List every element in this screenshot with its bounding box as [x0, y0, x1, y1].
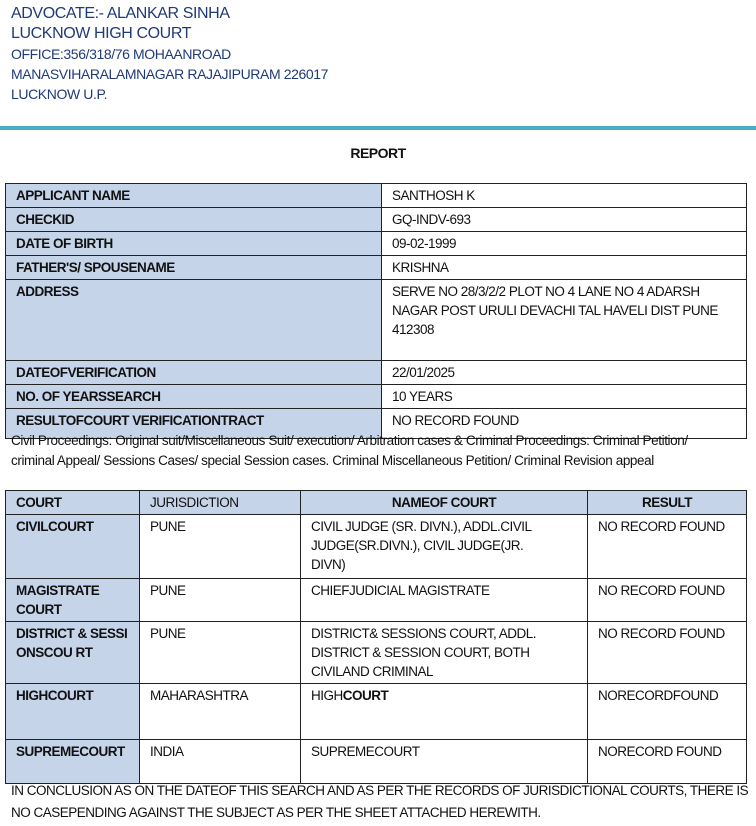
court: HIGHCOURT	[6, 684, 140, 740]
table-row	[6, 256, 747, 280]
court-name: LUCKNOW HIGH COURT	[11, 25, 192, 42]
jurisdiction: PUNE	[140, 515, 301, 579]
label: DATEOFVERIFICATION	[6, 361, 382, 385]
result: NO RECORD FOUND	[588, 515, 747, 579]
advocate-letterhead	[11, 4, 328, 104]
office-locality: MANASVIHARALAMNAGAR RAJAJIPURAM 226017	[11, 66, 329, 82]
applicant-details-table	[5, 183, 747, 439]
header-divider	[0, 126, 756, 130]
table-row	[6, 232, 747, 256]
court: MAGISTRATE COURT	[6, 579, 140, 622]
court-results-table	[5, 490, 747, 784]
value: 09-02-1999	[382, 232, 747, 256]
table-row	[6, 622, 747, 684]
result: NO RECORD FOUND	[588, 579, 747, 622]
office-city: LUCKNOW U.P.	[11, 86, 108, 102]
court-name: CIVIL JUDGE (SR. DIVN.), ADDL.CIVIL JUDGE(SR.DIVN.), CIVIL JUDGE(JR. DIVN)	[301, 515, 588, 579]
table-row	[6, 684, 747, 740]
table-row	[6, 280, 747, 361]
report-title: REPORT	[350, 145, 406, 161]
column-header: RESULT	[588, 491, 747, 515]
column-header: COURT	[6, 491, 140, 515]
table-row	[6, 208, 747, 232]
value: SERVE NO 28/3/2/2 PLOT NO 4 LANE NO 4 ADARSH NAGAR POST URULI DEVACHI TAL HAVELI DIST PUNE 412308	[382, 280, 747, 361]
office-address: OFFICE:356/318/76 MOHAANROAD	[11, 46, 231, 62]
advocate-name: ADVOCATE:- ALANKAR SINHA	[11, 5, 230, 22]
court-name: DISTRICT& SESSIONS COURT, ADDL. DISTRICT & SESSION COURT, BOTH CIVILAND CRIMINAL	[301, 622, 588, 684]
court-name: SUPREMECOURT	[301, 740, 588, 784]
table-header-row	[6, 491, 747, 515]
value: KRISHNA	[382, 256, 747, 280]
value: NO RECORD FOUND	[382, 409, 747, 439]
label: RESULTOFCOURT VERIFICATIONTRACT	[6, 409, 382, 439]
court: DISTRICT & SESSIONSCOU RT	[6, 622, 140, 684]
result: NORECORDFOUND	[588, 684, 747, 740]
table-row	[6, 740, 747, 784]
proceedings-note: Civil Proceedings: Original suit/Miscellaneous Suit/ execution/ Arbitration cases & Criminal Proceedings: Criminal Petition/ criminal Appeal/ Sessions Cases/ special Session cases. Criminal Miscellaneous Petition/ Criminal Revision appeal	[11, 433, 688, 468]
conclusion-text: IN CONCLUSION AS ON THE DATEOF THIS SEARCH AND AS PER THE RECORDS OF JURISDICTIONAL COURTS, THERE IS NO CASEPENDING AGAINST THE SUBJECT AS PER THE SHEET ATTACHED HEREWITH.	[11, 783, 749, 820]
result: NO RECORD FOUND	[588, 622, 747, 684]
court: SUPREMECOURT	[6, 740, 140, 784]
label: APPLICANT NAME	[6, 184, 382, 208]
label: NO. OF YEARSSEARCH	[6, 385, 382, 409]
column-header: JURISDICTION	[140, 491, 301, 515]
value: GQ-INDV-693	[382, 208, 747, 232]
result: NORECORD FOUND	[588, 740, 747, 784]
label: DATE OF BIRTH	[6, 232, 382, 256]
table-row	[6, 361, 747, 385]
court: CIVILCOURT	[6, 515, 140, 579]
column-header: NAMEOF COURT	[301, 491, 588, 515]
jurisdiction: MAHARASHTRA	[140, 684, 301, 740]
court-name-part: HIGH	[311, 688, 343, 703]
label: ADDRESS	[6, 280, 382, 361]
table-row	[6, 184, 747, 208]
jurisdiction: INDIA	[140, 740, 301, 784]
court-name	[301, 684, 588, 740]
court-name: CHIEFJUDICIAL MAGISTRATE	[301, 579, 588, 622]
value: SANTHOSH K	[382, 184, 747, 208]
table-row	[6, 579, 747, 622]
value: 22/01/2025	[382, 361, 747, 385]
table-row	[6, 515, 747, 579]
table-row	[6, 385, 747, 409]
label: CHECKID	[6, 208, 382, 232]
value: 10 YEARS	[382, 385, 747, 409]
court-name-part: COURT	[342, 688, 389, 703]
label: FATHER'S/ SPOUSENAME	[6, 256, 382, 280]
jurisdiction: PUNE	[140, 579, 301, 622]
jurisdiction: PUNE	[140, 622, 301, 684]
